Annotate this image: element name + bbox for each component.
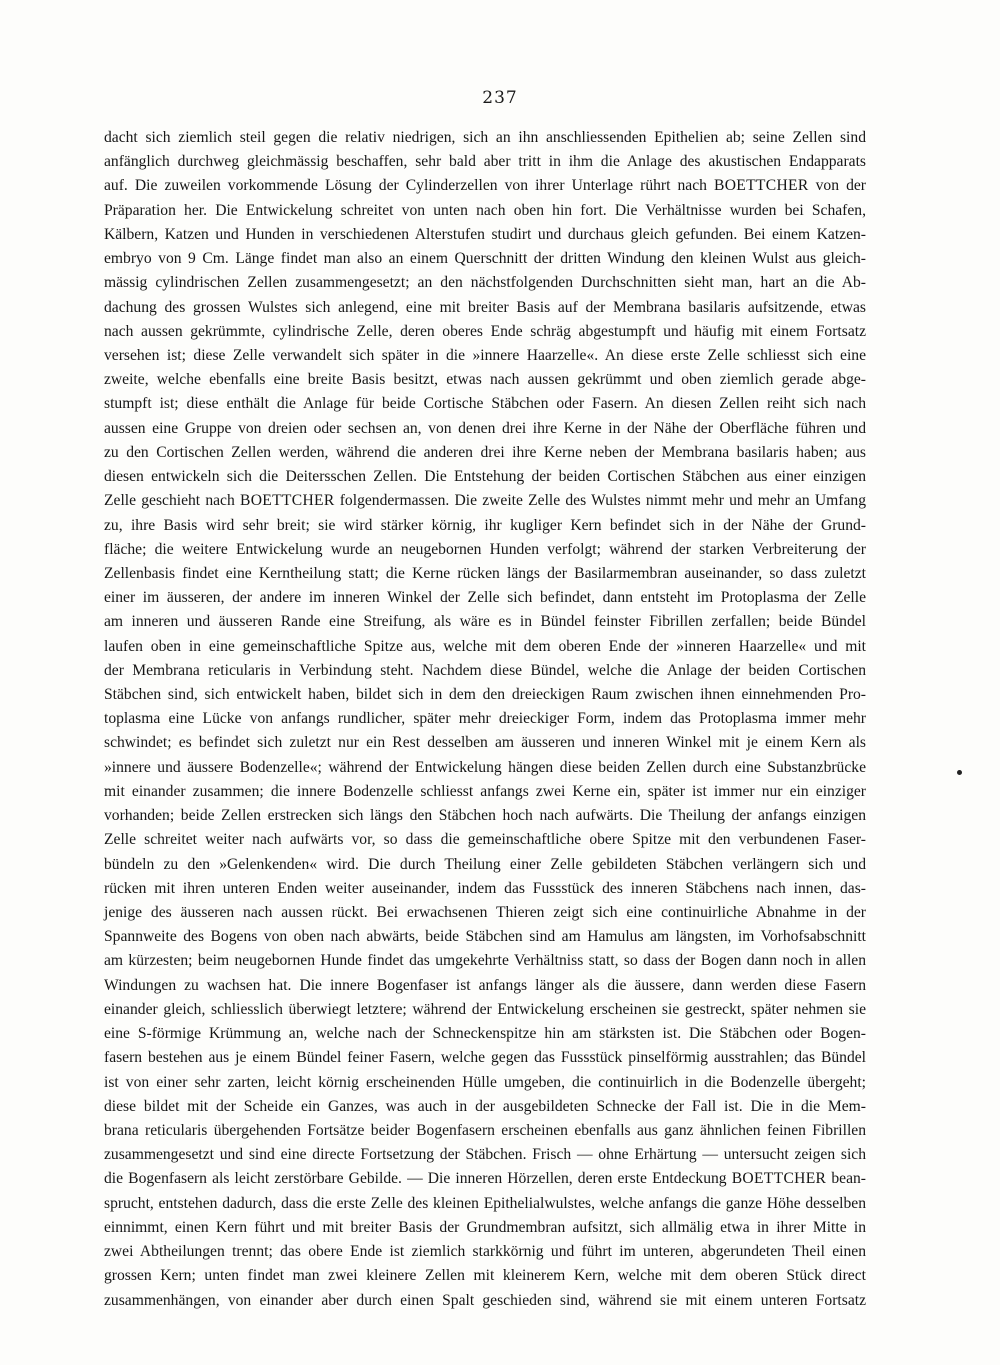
page-number: 237 — [482, 88, 518, 108]
text-line: zu, ihre Basis wird sehr breit; sie wird stärker körnig, ihr kugliger Kern befindet sich in der Nähe der Grund- — [104, 516, 866, 534]
text-line: nach aussen gekrümmte, cylindrische Zelle, deren oberes Ende schräg abgestumpft und häufig mit einem Fortsatz — [104, 322, 866, 340]
body-text — [104, 126, 866, 1313]
margin-dot — [957, 770, 962, 775]
text-line: mit einander zusammen; die innere Bodenzelle schliesst anfangs zwei Kerne ein, später ist immer nur ein einziger — [104, 782, 866, 800]
text-line: fläche; die weitere Entwickelung wurde an neugebornen Hunden verfolgt; während der starken Verbreiterung der — [104, 540, 866, 558]
text-line: Windungen zu wachsen hat. Die innere Bogenfaser ist anfangs länger als die äussere, dann werden diese Fasern — [104, 976, 866, 994]
text-line: versehen ist; diese Zelle verwandelt sich später in die »innere Haarzelle«. An diese erste Zelle schliesst sich eine — [104, 346, 866, 364]
text-line: zweite, welche ebenfalls eine breite Basis besitzt, etwas nach aussen gekrümmt und oben ziemlich gerade abge- — [104, 371, 866, 389]
text-line: zu den Cortischen Zellen werden, während die anderen drei ihre Kerne neben der Membrana basilaris haben; aus — [104, 443, 866, 461]
text-line: sprucht, entstehen dadurch, dass die erste Zelle des kleinen Epithelialwulstes, welche anfangs die ganze Höhe desselben — [104, 1194, 866, 1212]
text-line: jenige des äusseren nach aussen rückt. Bei erwachsenen Thieren zeigt sich eine continuirliche Abnahme in der — [104, 904, 866, 921]
text-line: der Membrana reticularis in Verbindung steht. Nachdem diese Bündel, welche die Anlage der beiden Cortischen — [104, 661, 866, 679]
text-line: am kürzesten; beim neugebornen Hunde findet das umgekehrte Verhältniss statt, so dass der Bogen dann noch in allen — [104, 952, 866, 970]
text-line: zwei Abtheilungen trennt; das obere Ende ist ziemlich starkkörnig und führt im unteren, abgerundeten Theil einen — [104, 1243, 866, 1261]
text-line: bündeln zu den »Gelenkenden« wird. Die durch Theilung einer Zelle gebildeten Stäbchen verlängern sich und — [104, 855, 866, 873]
text-line: Präparation her. Die Entwickelung schreitet von unten nach oben hin fort. Die Verhältnisse wurden bei Schafen, — [104, 201, 866, 219]
text-line: aussen eine Gruppe von dreien oder sechsen an, von denen drei ihre Kerne in der Nähe der Oberfläche führen und — [104, 419, 866, 437]
text-line: die Bogenfasern als leicht zerstörbare Gebilde. — Die inneren Hörzellen, deren erste Entdeckung BOETTCHER bean- — [104, 1170, 867, 1188]
text-line: diesen entwickeln sich die Deitersschen Zellen. Die Entstehung der beiden Cortischen Stäbchen aus einer einzigen — [104, 468, 866, 486]
text-line: einnimmt, einen Kern führt und mit breiter Basis der Grundmembran aufsitzt, sich allmälig etwa in ihrer Mitte in — [104, 1218, 866, 1236]
text-line: eine S-förmige Krümmung an, welche nach der Schneckenspitze hin am stärksten ist. Die Stäbchen oder Bogen- — [104, 1025, 866, 1043]
text-line: einer im äusseren, der andere im inneren Winkel der Zelle sich befindet, dann entsteht im Protoplasma der Zelle — [104, 589, 866, 607]
text-line: stumpft ist; diese enthält die Anlage für beide Cortische Stäbchen oder Fasern. An diesen Zellen reiht sich nach — [104, 395, 866, 413]
text-line: Zellenbasis findet eine Kerntheilung statt; die Kerne rücken längs der Basilarmembran auseinander, so dass zuletzt — [104, 564, 866, 582]
text-line: am inneren und äusseren Rande eine Streifung, als wäre es in Bündel feinster Fibrillen zerfallen; beide Bündel — [104, 613, 866, 631]
text-line: anfänglich durchweg gleichmässig beschaffen, sehr bald aber tritt in ihm die Anlage des akustischen Endapparats — [104, 153, 866, 171]
text-line: Kälbern, Katzen und Hunden in verschiedenen Alterstufen studirt und durchaus gleich gefunden. Bei einem Katzen- — [104, 225, 866, 243]
text-line: diese bildet mit der Scheide ein Ganzes, was auch in der ausgebildeten Schnecke der Fall ist. Die in die Mem- — [104, 1097, 866, 1115]
text-line: brana reticularis übergehenden Fortsätze beider Bogenfasern erscheinen ebenfalls aus ganz ähnlichen feinen Fibrillen — [104, 1121, 866, 1139]
text-line: mässig cylindrischen Zellen zusammengesetzt; an den nächstfolgenden Durchschnitten sieht man, hart an die Ab- — [104, 274, 866, 292]
text-line: toplasma eine Lücke von anfangs rundlicher, später mehr dreieckiger Form, indem das Protoplasma immer mehr — [104, 710, 866, 728]
text-line: ist von einer sehr zarten, leicht körnig erscheinenden Hülle umgeben, die continuirlich in die Bodenzelle übergeht; — [104, 1073, 866, 1091]
text-line: laufen oben in eine gemeinschaftliche Spitze aus, welche mit dem oberen Ende der »inneren Haarzelle« und mit — [104, 637, 866, 655]
text-line: »innere und äussere Bodenzelle«; während der Entwickelung hängen diese beiden Zellen durch eine Substanzbrücke — [104, 758, 866, 776]
text-line: grossen Kern; unten findet man zwei kleinere Zellen mit kleinerem Kern, welche mit dem oberen Stück direct — [104, 1267, 866, 1285]
text-line: schwindet; es befindet sich zuletzt nur ein Rest desselben am äusseren und inneren Winkel mit je einem Kern als — [104, 734, 866, 752]
text-line: vorhanden; beide Zellen erstrecken sich längs den Stäbchen hoch nach aufwärts. Die Theilung der anfangs einzigen — [104, 807, 866, 825]
text-line: rücken mit ihren unteren Enden weiter auseinander, indem das Fussstück des inneren Stäbchens nach innen, das- — [104, 879, 866, 897]
text-line: fasern bestehen aus je einem Bündel feiner Fasern, welche gegen das Fussstück pinselförmig ausstrahlen; das Bündel — [104, 1049, 866, 1067]
text-line: Spannweite des Bogens von oben nach abwärts, beide Stäbchen sind am Hamulus am längsten, im Vorhofsabschnitt — [104, 928, 866, 946]
text-line: dacht sich ziemlich steil gegen die relativ niedrigen, sich an ihn anschliessenden Epithelien ab; seine Zellen sind — [104, 129, 866, 146]
text-line: zusammengesetzt und sind eine directe Fortsetzung der Stäbchen. Frisch — ohne Erhärtung — untersucht zeigen sich — [104, 1146, 866, 1164]
text-line: zusammenhängen, von einander aber durch einen Spalt geschieden sind, während sie mit einem unteren Fortsatz — [104, 1291, 866, 1309]
text-line: einander gleich, schliesslich überwiegt letztere; während der Entwickelung erscheinen sie gestreckt, später nehmen sie — [104, 1000, 866, 1018]
text-line: Zelle geschieht nach BOETTCHER folgendermassen. Die zweite Zelle des Wulstes nimmt mehr und mehr an Umfang — [104, 492, 866, 510]
text-line: auf. Die zuweilen vorkommende Lösung der Cylinderzellen von ihrer Unterlage rührt nach BOETTCHER von der — [104, 177, 866, 195]
text-line: Zelle schreitet weiter nach aufwärts vor, so dass die gemeinschaftliche obere Spitze mit den verbundenen Faser- — [104, 831, 866, 849]
text-line: embryo von 9 Cm. Länge findet man also an einem Querschnitt der dritten Windung den kleinen Wulst aus gleich- — [104, 250, 866, 268]
text-line: dachung des grossen Wulstes sich anlegend, eine mit breiter Basis auf der Membrana basilaris aufsitzende, etwas — [104, 298, 866, 316]
text-line: Stäbchen sind, sich entwickelt haben, bildet sich in dem den dreieckigen Raum zwischen ihnen einnehmenden Pro- — [104, 686, 866, 704]
